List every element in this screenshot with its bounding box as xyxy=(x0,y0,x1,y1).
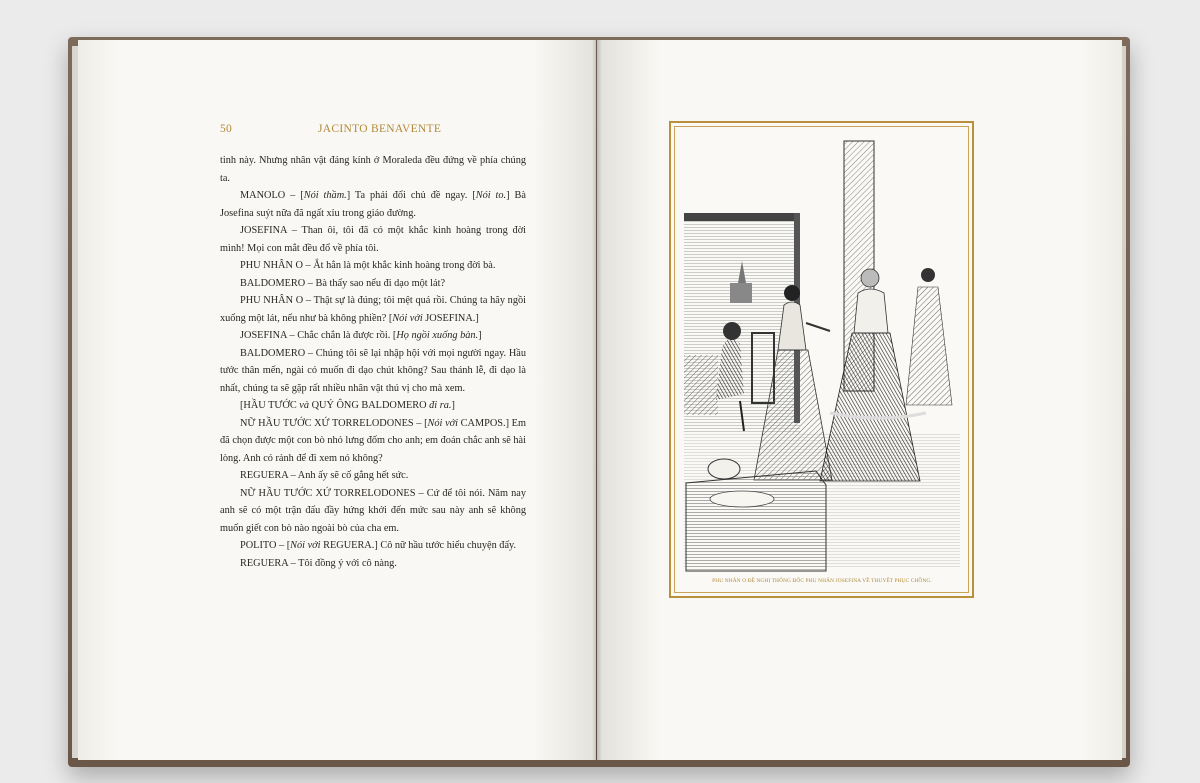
body-paragraph xyxy=(220,257,526,275)
illustration-caption: PHU NHÂN O ĐỀ NGHỊ THỐNG ĐỐC PHU NHÂN JOSEFINA VỀ THUYẾT PHỤC CHỒNG. xyxy=(712,578,932,584)
paragraph-text: REGUERA – Tôi đồng ý với cô nàng. xyxy=(240,557,397,569)
body-paragraph xyxy=(220,345,526,398)
body-text xyxy=(220,152,526,572)
paragraph-text: QUÝ ÔNG BALDOMERO xyxy=(309,400,430,411)
body-paragraph xyxy=(220,415,526,468)
paragraph-text: ] xyxy=(478,330,482,341)
paragraph-text: JOSEFINA – Chắc chắn là được rồi. [ xyxy=(240,330,397,341)
stage-direction: Nói to. xyxy=(475,190,507,201)
paragraph-text: POLITO – [ xyxy=(240,540,291,551)
body-paragraph xyxy=(220,537,526,555)
body-paragraph xyxy=(220,222,526,257)
body-paragraph xyxy=(220,292,526,327)
stage-direction: Nói với xyxy=(427,417,458,429)
stage-direction: và xyxy=(299,400,310,411)
paragraph-text: NỮ HẦU TƯỚC XỨ TORRELODONES – [ xyxy=(240,417,428,429)
paragraph-text: BALDOMERO – Bà thấy sao nếu đi dạo một lát? xyxy=(240,277,446,289)
stage-direction: đi ra. xyxy=(429,400,452,411)
paragraph-text: JOSEFINA – Than ôi, tôi đã có một khắc kinh hoàng trong đời mình! Mọi con mắt đều đổ về phía tôi. xyxy=(220,225,526,254)
body-paragraph xyxy=(220,555,526,573)
paragraph-text: REGUERA.] Cô nữ hầu tước hiểu chuyện đấy. xyxy=(320,540,517,551)
body-paragraph xyxy=(220,275,526,293)
paragraph-text: BALDOMERO – Chúng tôi sẽ lại nhập hội với mọi người ngay. Hầu tước thân mến, ngài có muốn đi dạo chút không? Sau thánh lễ, đi dạo là nhất, chúng ta sẽ gặp rất nhiều nhân vật thú vị cho mà xem. xyxy=(220,347,526,394)
paragraph-text: [HẦU TƯỚC xyxy=(240,400,300,411)
stage-direction: Nói với xyxy=(392,312,423,324)
paragraph-text: tinh này. Nhưng nhân vật đáng kính ở Moraleda đều đứng về phía chúng ta. xyxy=(220,155,526,184)
stage-direction: Nói với xyxy=(290,540,321,551)
paragraph-text: ] Bà Josefina suýt nữa đã ngất xỉu trong giáo đường. xyxy=(220,190,526,219)
engraving-illustration-icon xyxy=(680,133,964,573)
paragraph-text: REGUERA – Anh ấy sẽ cố gắng hết sức. xyxy=(240,470,409,481)
stage-direction: Nói thầm. xyxy=(303,190,347,201)
paragraph-text: MANOLO – [ xyxy=(240,190,304,201)
body-paragraph xyxy=(220,485,526,538)
body-paragraph xyxy=(220,467,526,485)
page-number: 50 xyxy=(220,123,233,135)
stage-direction: Họ ngồi xuống bàn. xyxy=(396,330,479,341)
body-paragraph xyxy=(220,152,526,187)
paragraph-text: ] Ta phải đổi chủ đề ngay. [ xyxy=(346,190,476,201)
body-paragraph xyxy=(220,187,526,222)
paragraph-text: JOSEFINA.] xyxy=(422,312,479,324)
paragraph-text: PHU NHÂN O – Thật sự là đúng; tôi mệt quá rồi. Chúng ta hãy ngồi xuống một lát, nếu như bà không phiền? [ xyxy=(220,295,526,324)
running-head-author: JACINTO BENAVENTE xyxy=(318,123,442,135)
paragraph-text: CAMPOS.] Em đã chọn được một con bò nhỏ lưng đốm cho anh; em đoán chắc anh sẽ hài lòng. Anh có rảnh để đi xem nó không? xyxy=(220,417,526,464)
body-paragraph xyxy=(220,397,526,415)
paragraph-text: ] xyxy=(451,400,455,411)
paragraph-text: PHU NHÂN O – Ắt hẳn là một khắc kinh hoàng trong đời bà. xyxy=(240,260,496,271)
book-spine-gutter xyxy=(592,40,602,760)
paragraph-text: NỮ HẦU TƯỚC XỨ TORRELODONES – Cứ để tôi nói. Năm nay anh sẽ có một trận đấu đầy hứng khởi đến mức sau này anh sẽ không muốn giết con bò nào ngoài bò của cha em. xyxy=(220,487,526,534)
body-paragraph xyxy=(220,327,526,345)
